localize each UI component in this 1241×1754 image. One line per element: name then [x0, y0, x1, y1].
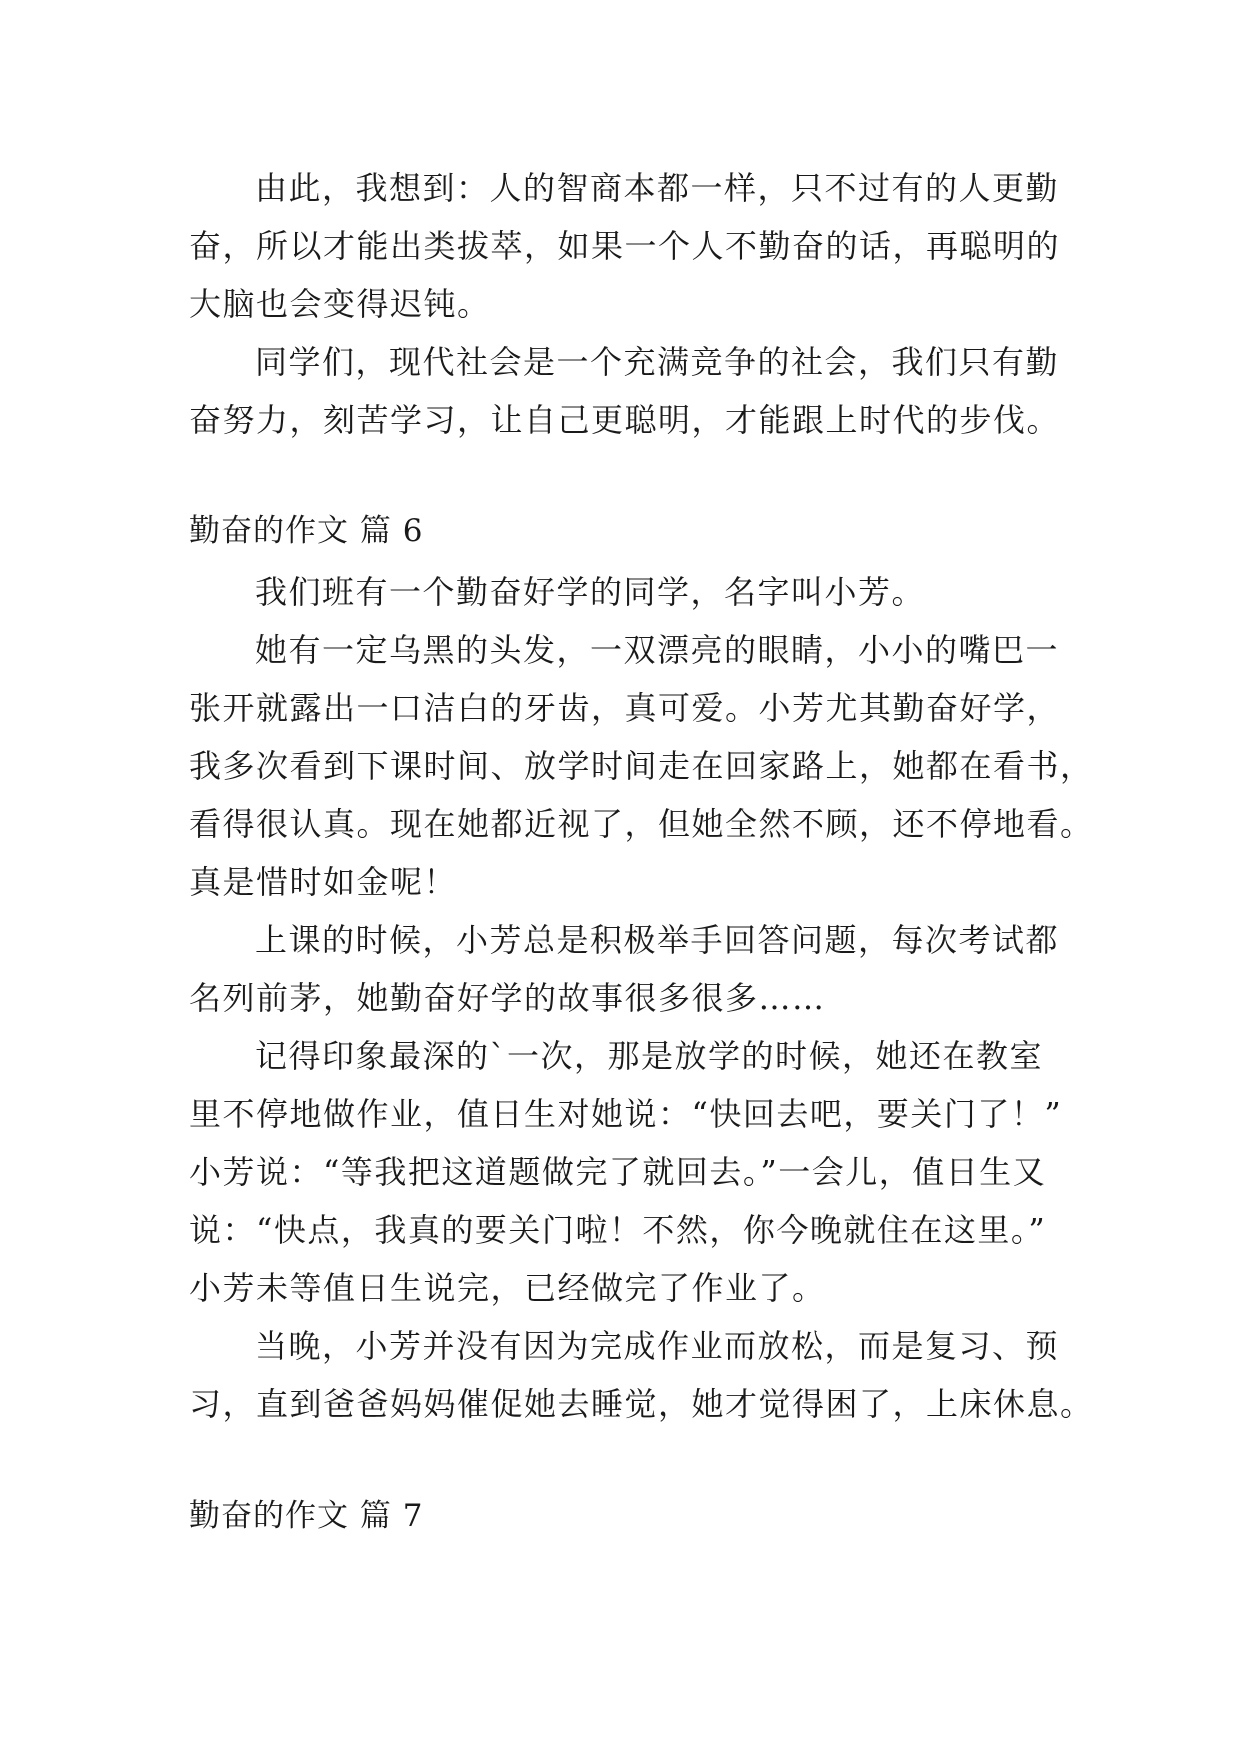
paragraph-line: 奋，所以才能出类拔萃，如果一个人不勤奋的话，再聪明的	[189, 227, 1061, 265]
paragraph-line: 上课的时候，小芳总是积极举手回答问题，每次考试都	[255, 921, 1060, 959]
paragraph-line: 小芳未等值日生说完，已经做完了作业了。	[189, 1269, 826, 1307]
paragraph-line: 说：“快点，我真的要关门啦！不然，你今晚就住在这里。”	[189, 1211, 1047, 1249]
paragraph-line: 我多次看到下课时间、放学时间走在回家路上，她都在看书，	[189, 747, 1094, 785]
paragraph-line: 真是惜时如金呢！	[189, 863, 458, 901]
paragraph-line: 当晚，小芳并没有因为完成作业而放松，而是复习、预	[255, 1327, 1060, 1365]
section-heading: 勤奋的作文 篇 6	[189, 513, 424, 549]
paragraph-line: 奋努力，刻苦学习，让自己更聪明，才能跟上时代的步伐。	[189, 401, 1061, 439]
paragraph-line: 由此，我想到：人的智商本都一样，只不过有的人更勤	[255, 169, 1060, 207]
paragraph-line: 小芳说：“等我把这道题做完了就回去。”一会儿，值日生又	[189, 1153, 1047, 1191]
section-heading: 勤奋的作文 篇 7	[189, 1498, 424, 1534]
paragraph-line: 我们班有一个勤奋好学的同学，名字叫小芳。	[255, 573, 926, 611]
paragraph-line: 名列前茅，她勤奋好学的故事很多很多……	[189, 979, 826, 1017]
paragraph-line: 习，直到爸爸妈妈催促她去睡觉，她才觉得困了，上床休息。	[189, 1385, 1094, 1423]
paragraph-line: 同学们，现代社会是一个充满竞争的社会，我们只有勤	[255, 343, 1060, 381]
paragraph-line: 记得印象最深的`一次，那是放学的时候，她还在教室	[255, 1037, 1044, 1075]
paragraph-line: 看得很认真。现在她都近视了，但她全然不顾，还不停地看。	[189, 805, 1094, 843]
paragraph-line: 她有一定乌黑的头发，一双漂亮的眼睛，小小的嘴巴一	[255, 631, 1060, 669]
paragraph-line: 张开就露出一口洁白的牙齿，真可爱。小芳尤其勤奋好学，	[189, 689, 1061, 727]
paragraph-line: 里不停地做作业，值日生对她说：“快回去吧，要关门了！”	[189, 1095, 1063, 1133]
paragraph-line: 大脑也会变得迟钝。	[189, 285, 491, 323]
